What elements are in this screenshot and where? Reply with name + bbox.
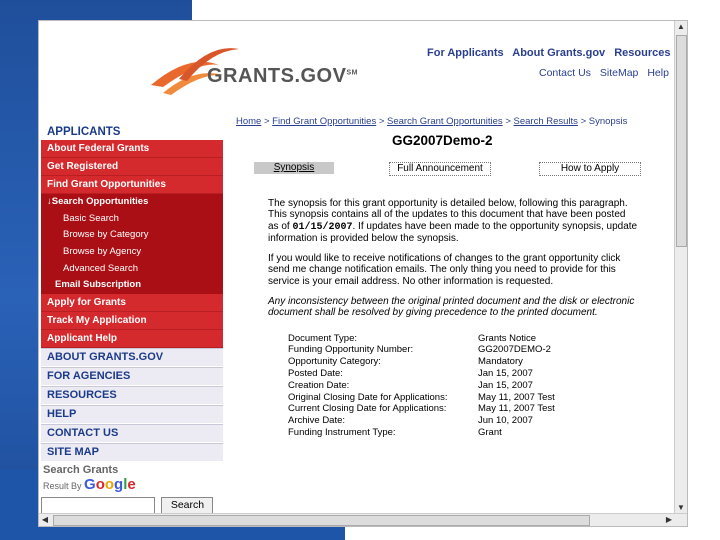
nav-help[interactable]: Help [647,67,669,79]
horizontal-scrollbar[interactable] [39,513,687,526]
sidebar-item-site-map[interactable]: SITE MAP [41,443,223,462]
sidebar-item-search-opportunities[interactable]: ↓Search Opportunities [41,194,223,211]
sidebar-item-resources[interactable]: RESOURCES [41,386,223,405]
vertical-scroll-thumb[interactable] [676,35,687,247]
sidebar-item-apply-for-grants[interactable]: Apply for Grants [41,294,223,312]
sidebar-item-for-agencies[interactable]: FOR AGENCIES [41,367,223,386]
nav-contact-us[interactable]: Contact Us [539,67,591,79]
details-row: Opportunity Category: Mandatory [288,356,523,368]
details-row: Document Type: Grants Notice [288,332,537,344]
notification-paragraph: If you would like to receive notifications of changes to the grant opportunity click send me change notification emails. The only thing you need to provide for this service is your email address. No other information is requested. [268,253,621,287]
details-row: Archive Date: Jun 10, 2007 [288,415,533,427]
details-row: Original Closing Date for Applications: May 11, 2007 Test [288,391,555,403]
sidebar-item-find-grant-opportunities[interactable]: Find Grant Opportunities [41,176,223,194]
search-button[interactable]: Search [161,497,213,514]
details-row: Funding Instrument Type: Grant [288,427,502,439]
tab-bar [236,162,676,182]
google-logo-icon: Google [84,476,136,494]
result-by-label: Result By Google [43,476,136,494]
logo-text: GRANTS.GOV℠ [207,65,358,87]
sidebar [41,124,223,515]
search-grants-label: Search Grants [43,464,119,477]
nav-sitemap[interactable]: SiteMap [599,67,639,79]
tab-how-to-apply[interactable]: How to Apply [539,162,641,176]
nav-resources[interactable]: Resources [614,47,671,59]
scroll-left-icon[interactable]: ◀ [41,515,49,524]
breadcrumb-current: Synopsis [588,116,628,127]
synopsis-intro-paragraph: The synopsis for this grant opportunity is detailed below, following this paragraph. This synopsis contains all of the updates to this document that have been posted as of 01/15/2007. If updates have been made to the opportunity synopsis, update information is provided below the synopsis. [268,198,638,244]
tab-full-announcement[interactable]: Full Announcement [389,162,491,176]
scroll-right-icon[interactable]: ▶ [665,515,673,524]
breadcrumb-find[interactable]: Find Grant Opportunities [272,116,377,127]
sidebar-item-help[interactable]: HELP [41,405,223,424]
sidebar-item-browse-agency[interactable]: Browse by Agency [41,244,223,261]
breadcrumb-search[interactable]: Search Grant Opportunities [387,116,503,127]
top-navigation [427,47,688,59]
details-row: Creation Date: Jan 15, 2007 [288,379,533,391]
sidebar-item-basic-search[interactable]: Basic Search [41,211,223,228]
scroll-down-icon[interactable]: ▼ [677,503,685,512]
breadcrumb: Home > Find Grant Opportunities > Search Grant Opportunities > Search Results > Synopsis [236,116,628,127]
breadcrumb-results[interactable]: Search Results [513,116,578,127]
sidebar-item-advanced-search[interactable]: Advanced Search [41,261,223,278]
details-row: Funding Opportunity Number: GG2007DEMO-2 [288,344,551,356]
details-row: Posted Date: Jan 15, 2007 [288,368,533,380]
disclaimer-paragraph: Any inconsistency between the original printed document and the disk or electronic document shall be resolved by giving precedence to the printed document. [268,296,635,319]
horizontal-scroll-thumb[interactable] [53,515,590,526]
details-row: Current Closing Date for Applications: May 11, 2007 Test [288,403,555,415]
main-content [236,116,676,439]
sidebar-item-browse-category[interactable]: Browse by Category [41,227,223,244]
sidebar-item-track-application[interactable]: Track My Application [41,312,223,330]
sidebar-item-contact-us[interactable]: CONTACT US [41,424,223,443]
nav-about[interactable]: About Grants.gov [512,47,606,59]
breadcrumb-home[interactable]: Home [236,116,262,127]
sidebar-heading: APPLICANTS [47,126,121,138]
utility-navigation [539,67,688,79]
scroll-up-icon[interactable]: ▲ [677,22,685,31]
sidebar-item-about-federal-grants[interactable]: About Federal Grants [41,140,223,158]
sidebar-item-email-subscription[interactable]: Email Subscription [41,277,223,294]
sidebar-item-get-registered[interactable]: Get Registered [41,158,223,176]
sidebar-item-applicant-help[interactable]: Applicant Help [41,330,223,348]
search-input[interactable] [41,497,155,514]
tab-synopsis[interactable]: Synopsis [254,162,334,174]
browser-window [38,20,688,527]
details-table [288,333,676,439]
sidebar-item-about-grants-gov[interactable]: ABOUT GRANTS.GOV [41,348,223,367]
page-title: GG2007Demo-2 [392,133,493,148]
vertical-scrollbar[interactable] [674,21,687,514]
nav-for-applicants[interactable]: For Applicants [427,47,504,59]
